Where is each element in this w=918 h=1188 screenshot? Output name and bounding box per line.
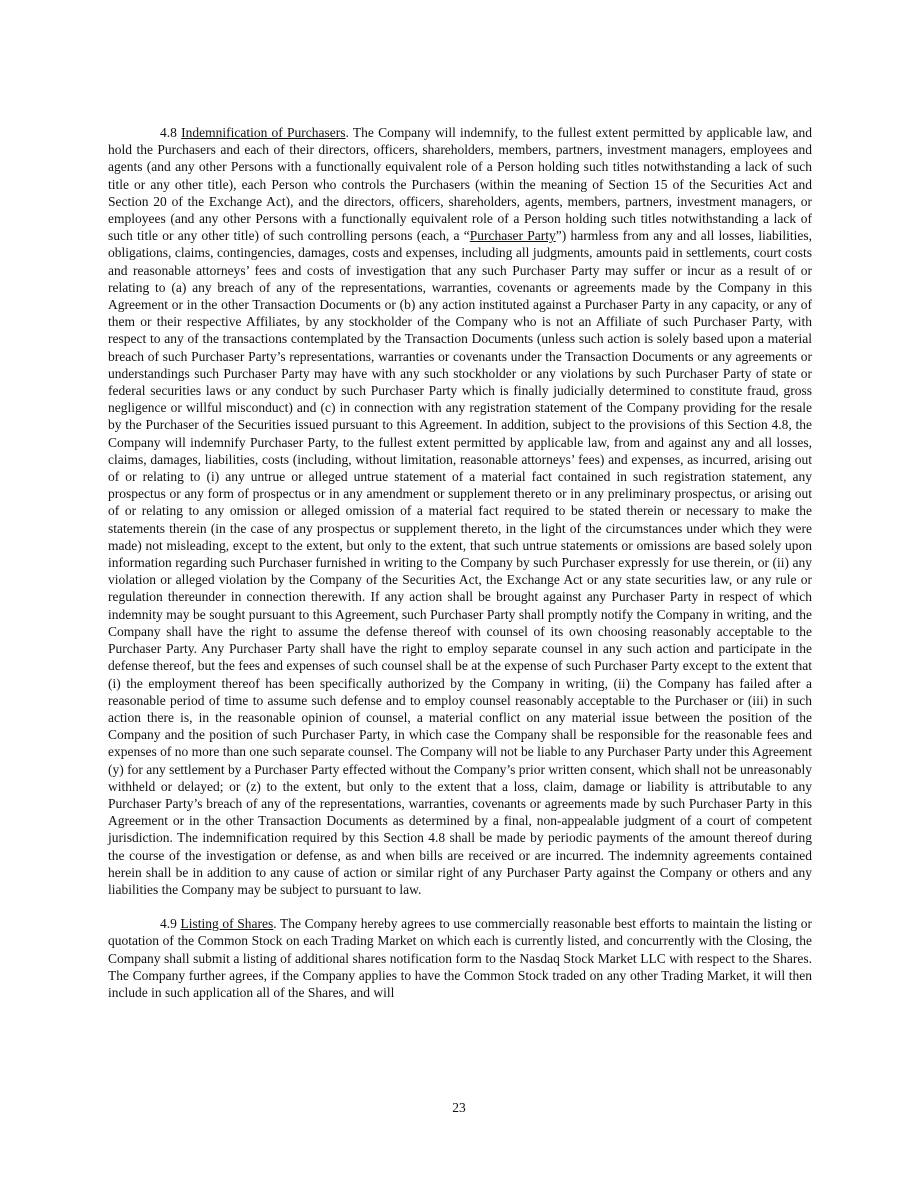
section-4-8-paragraph [108, 124, 812, 898]
section-text: . The Company hereby agrees to use commercially reasonable best efforts to maintain the listing or quotation of the Common Stock on each Trading Market on which each is currently listed, and concurrently with the Closing, the Company shall submit a listing of additional shares notification form to the Nasdaq Stock Market LLC with respect to the Shares. The Company further agrees, if the Company applies to have the Common Stock traded on any other Trading Market, it will then include in such application all of the Shares, and will [108, 916, 812, 1000]
page-body [108, 124, 812, 1001]
section-number: 4.9 [160, 916, 177, 932]
section-4-9-paragraph [108, 915, 812, 1001]
section-number: 4.8 [160, 125, 177, 140]
section-text: . The Company will indemnify, to the fullest extent permitted by applicable law, and hold the Purchasers and each of their directors, officers, shareholders, members, partners, investment managers, employees and agents (and any other Persons with a functionally equivalent role of a Person holding such titles notwithstanding a lack of such title or any other title), each Person who controls the Purchasers (within the meaning of Section 15 of the Securities Act and Section 20 of the Exchange Act), and the directors, officers, shareholders, agents, members, partners, investment managers, or employees (and any other Persons with a functionally equivalent role of a Person holding such titles notwithstanding a lack of such title or any other title) of such controlling persons (each, a “ [108, 125, 812, 244]
section-heading: Indemnification of Purchasers [181, 125, 346, 140]
page-number: 23 [452, 1100, 466, 1115]
section-heading: Listing of Shares [180, 916, 274, 932]
defined-term: Purchaser Party [469, 228, 556, 244]
section-text: ”) harmless from any and all losses, liabilities, obligations, claims, contingencies, damages, costs and expenses, including all judgments, amounts paid in settlements, court costs and reasonable attorneys’ fees and costs of investigation that any such Purchaser Party may suffer or incur as a result of or relating to (a) any breach of any of the representations, warranties, covenants or agreements made by the Company in this Agreement or in the other Transaction Documents or (b) any action instituted against a Purchaser Party in any capacity, or any of them or their respective Affiliates, by any stockholder of the Company who is not an Affiliate of such Purchaser Party, with respect to any of the transactions contemplated by the Transaction Documents (unless such action is solely based upon a material breach of such Purchaser Party’s representations, warranties or covenants under the Transaction Documents or any agreements or understandings such Purchaser Party may have with any such stockholder or any violations by such Purchaser Party of state or federal securities laws or any conduct by such Purchaser Party which is finally judicially determined to constitute fraud, gross negligence or willful misconduct) and (c) in connection with any registration statement of the Company providing for the resale by the Purchaser of the Securities issued pursuant to this Agreement. In addition, subject to the provisions of this Section 4.8, the Company will indemnify Purchaser Party, to the fullest extent permitted by applicable law, from and against any and all losses, claims, damages, liabilities, costs (including, without limitation, reasonable attorneys’ fees) and expenses, as incurred, arising out of or relating to (i) any untrue or alleged untrue statement of a material fact contained in such registration statement, any prospectus or any form of prospectus or in any amendment or supplement thereto or in any preliminary prospectus, or arising out of or relating to any omission or alleged omission of a material fact required to be stated therein or necessary to make the statements therein (in the case of any prospectus or supplement thereto, in the light of the circumstances under which they were made) not misleading, except to the extent, but only to the extent, that such untrue statements or omissions are based solely upon information regarding such Purchaser furnished in writing to the Company by such Purchaser expressly for use therein, or (ii) any violation or alleged violation by the Company of the Securities Act, the Exchange Act or any state securities law, or any rule or regulation thereunder in connection therewith. If any action shall be brought against any Purchaser Party in respect of which indemnity may be sought pursuant to this Agreement, such Purchaser Party shall promptly notify the Company in writing, and the Company shall have the right to assume the defense thereof with counsel of its own choosing reasonably acceptable to the Purchaser Party. Any Purchaser Party shall have the right to employ separate counsel in any such action and participate in the defense thereof, but the fees and expenses of such counsel shall be at the expense of such Purchaser Party except to the extent that (i) the employment thereof has been specifically authorized by the Company in writing, (ii) the Company has failed after a reasonable period of time to assume such defense and to employ counsel reasonably acceptable to the Purchaser or (iii) in such action there is, in the reasonable opinion of counsel, a material conflict on any material issue between the position of the Company and the position of such Purchaser Party, in which case the Company shall be responsible for the reasonable fees and expenses of no more than one such separate counsel. The Company will not be liable to any Purchaser Party under this Agreement (y) for any settlement by a Purchaser Party effected without the Company’s prior written consent, which shall not be unreasonably withheld or delayed; or (z) to the extent, but only to the extent that a loss, claim, damage or liability is attributable to any Purchaser Party’s breach of any of the representations, warranties, covenants or agreements made by such Purchaser Party in this Agreement or in the other Transaction Documents as determined by a final, non-appealable judgment of a court of competent jurisdiction. The indemnification required by this Section 4.8 shall be made by periodic payments of the amount thereof during the course of the investigation or defense, as and when bills are received or are incurred. The indemnity agreements contained herein shall be in addition to any cause of action or similar right of any Purchaser Party against the Company or others and any liabilities the Company may be subject to pursuant to law. [108, 228, 812, 897]
